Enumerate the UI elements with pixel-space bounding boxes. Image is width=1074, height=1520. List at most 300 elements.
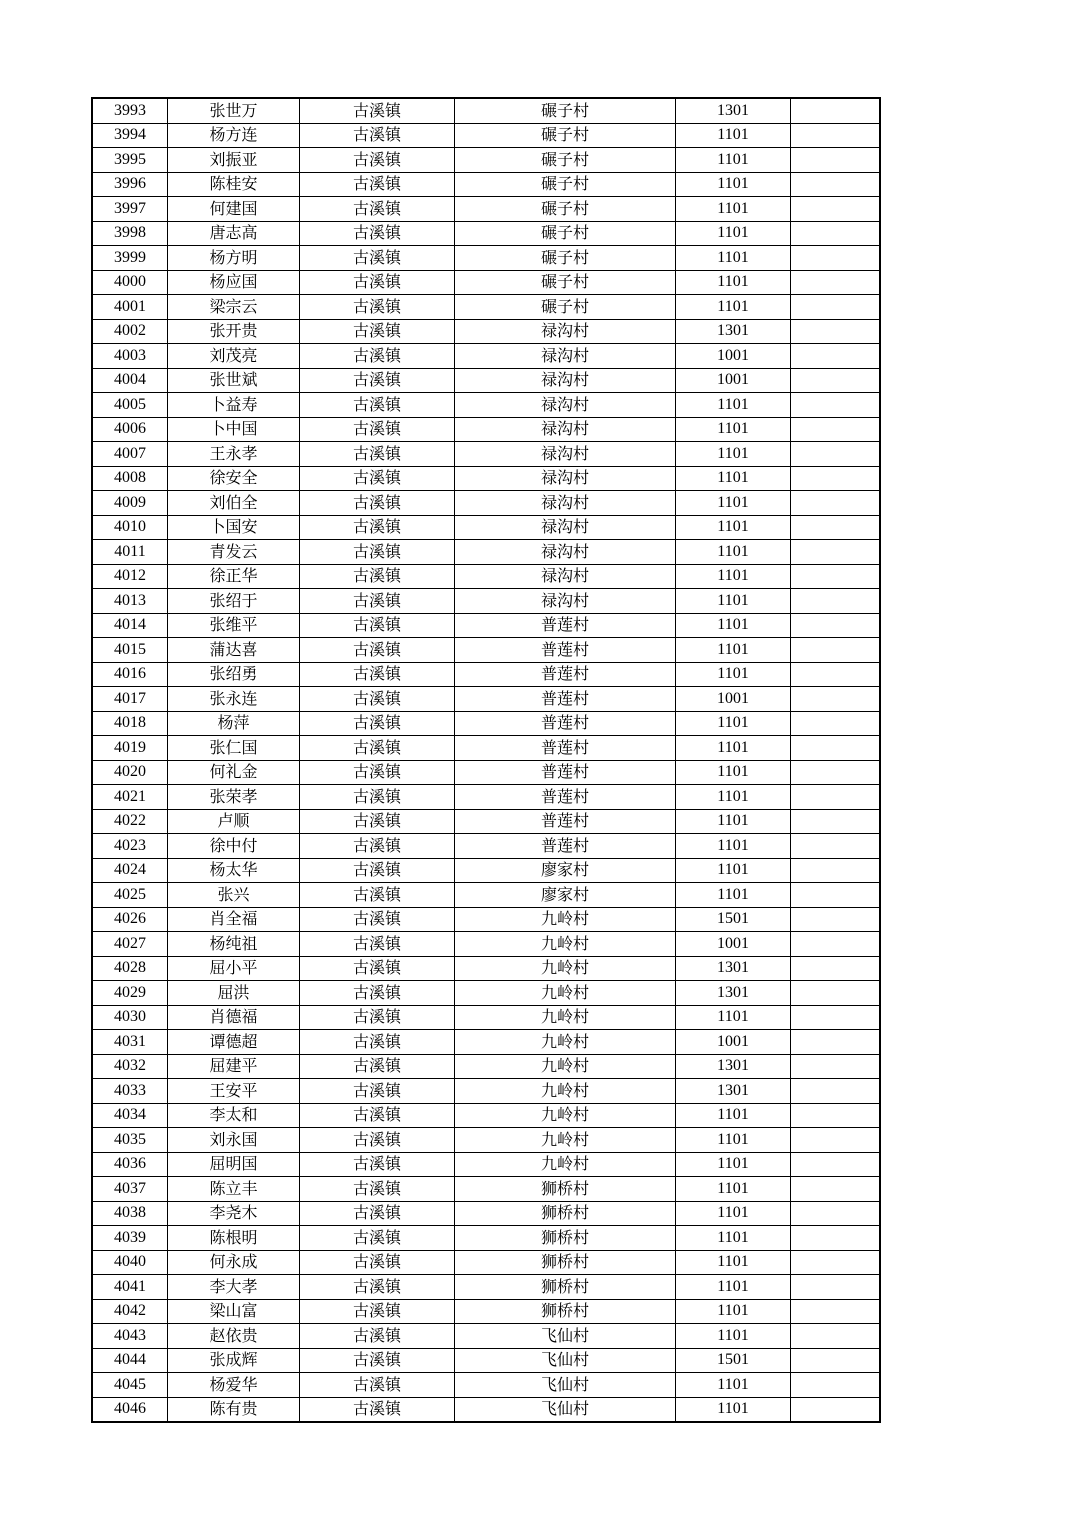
town-cell: 古溪镇 [300, 564, 455, 589]
code-cell: 1101 [676, 221, 791, 246]
code-cell: 1101 [676, 1103, 791, 1128]
note-cell [791, 1201, 881, 1226]
village-cell: 飞仙村 [455, 1373, 676, 1398]
table-row [92, 515, 880, 540]
note-cell [791, 491, 881, 516]
town-cell: 古溪镇 [300, 883, 455, 908]
note-cell [791, 981, 881, 1006]
town-cell: 古溪镇 [300, 270, 455, 295]
table-row [92, 270, 880, 295]
name-cell: 李大孝 [168, 1275, 300, 1300]
name-cell: 陈根明 [168, 1226, 300, 1251]
table-row [92, 442, 880, 467]
village-cell: 碾子村 [455, 123, 676, 148]
town-cell: 古溪镇 [300, 1054, 455, 1079]
table-row [92, 393, 880, 418]
town-cell: 古溪镇 [300, 246, 455, 271]
name-cell: 屈小平 [168, 956, 300, 981]
table-row [92, 319, 880, 344]
village-cell: 禄沟村 [455, 319, 676, 344]
code-cell: 1101 [676, 1250, 791, 1275]
town-cell: 古溪镇 [300, 1324, 455, 1349]
name-cell: 赵依贵 [168, 1324, 300, 1349]
note-cell [791, 1275, 881, 1300]
village-cell: 禄沟村 [455, 466, 676, 491]
row-index-cell: 4005 [92, 393, 168, 418]
town-cell: 古溪镇 [300, 858, 455, 883]
row-index-cell: 4014 [92, 613, 168, 638]
village-cell: 九岭村 [455, 1152, 676, 1177]
table-row [92, 246, 880, 271]
note-cell [791, 319, 881, 344]
village-cell: 碾子村 [455, 148, 676, 173]
name-cell: 徐正华 [168, 564, 300, 589]
row-index-cell: 3998 [92, 221, 168, 246]
code-cell: 1101 [676, 1201, 791, 1226]
table-row [92, 123, 880, 148]
name-cell: 刘茂亮 [168, 344, 300, 369]
name-cell: 徐安全 [168, 466, 300, 491]
table-row [92, 1324, 880, 1349]
note-cell [791, 1373, 881, 1398]
town-cell: 古溪镇 [300, 393, 455, 418]
table-row [92, 907, 880, 932]
table-row [92, 1250, 880, 1275]
row-index-cell: 4034 [92, 1103, 168, 1128]
row-index-cell: 3993 [92, 98, 168, 123]
row-index-cell: 4004 [92, 368, 168, 393]
village-cell: 九岭村 [455, 907, 676, 932]
name-cell: 张兴 [168, 883, 300, 908]
town-cell: 古溪镇 [300, 638, 455, 663]
table-row [92, 368, 880, 393]
village-cell: 狮桥村 [455, 1177, 676, 1202]
town-cell: 古溪镇 [300, 172, 455, 197]
name-cell: 张永连 [168, 687, 300, 712]
name-cell: 刘振亚 [168, 148, 300, 173]
village-cell: 碾子村 [455, 197, 676, 222]
row-index-cell: 4022 [92, 809, 168, 834]
note-cell [791, 246, 881, 271]
town-cell: 古溪镇 [300, 1128, 455, 1153]
code-cell: 1101 [676, 1152, 791, 1177]
row-index-cell: 4030 [92, 1005, 168, 1030]
village-cell: 普莲村 [455, 785, 676, 810]
code-cell: 1301 [676, 319, 791, 344]
code-cell: 1101 [676, 172, 791, 197]
row-index-cell: 4003 [92, 344, 168, 369]
note-cell [791, 785, 881, 810]
note-cell [791, 197, 881, 222]
table-row [92, 687, 880, 712]
table-row [92, 540, 880, 565]
code-cell: 1101 [676, 809, 791, 834]
name-cell: 杨方明 [168, 246, 300, 271]
table-row [92, 1079, 880, 1104]
table-row [92, 1397, 880, 1422]
note-cell [791, 834, 881, 859]
code-cell: 1101 [676, 785, 791, 810]
row-index-cell: 4017 [92, 687, 168, 712]
code-cell: 1101 [676, 246, 791, 271]
note-cell [791, 148, 881, 173]
code-cell: 1101 [676, 123, 791, 148]
note-cell [791, 123, 881, 148]
row-index-cell: 4001 [92, 295, 168, 320]
town-cell: 古溪镇 [300, 907, 455, 932]
code-cell: 1101 [676, 197, 791, 222]
note-cell [791, 858, 881, 883]
name-cell: 张开贵 [168, 319, 300, 344]
village-cell: 九岭村 [455, 1103, 676, 1128]
town-cell: 古溪镇 [300, 148, 455, 173]
village-cell: 碾子村 [455, 172, 676, 197]
row-index-cell: 4000 [92, 270, 168, 295]
row-index-cell: 4018 [92, 711, 168, 736]
name-cell: 杨方连 [168, 123, 300, 148]
town-cell: 古溪镇 [300, 98, 455, 123]
note-cell [791, 809, 881, 834]
town-cell: 古溪镇 [300, 981, 455, 1006]
note-cell [791, 662, 881, 687]
code-cell: 1101 [676, 760, 791, 785]
note-cell [791, 540, 881, 565]
name-cell: 青发云 [168, 540, 300, 565]
code-cell: 1001 [676, 932, 791, 957]
row-index-cell: 4009 [92, 491, 168, 516]
note-cell [791, 295, 881, 320]
table-row [92, 1275, 880, 1300]
note-cell [791, 1005, 881, 1030]
row-index-cell: 4041 [92, 1275, 168, 1300]
note-cell [791, 515, 881, 540]
table-row [92, 1373, 880, 1398]
code-cell: 1101 [676, 711, 791, 736]
code-cell: 1101 [676, 1005, 791, 1030]
town-cell: 古溪镇 [300, 540, 455, 565]
town-cell: 古溪镇 [300, 613, 455, 638]
row-index-cell: 4029 [92, 981, 168, 1006]
code-cell: 1101 [676, 1128, 791, 1153]
row-index-cell: 4040 [92, 1250, 168, 1275]
name-cell: 屈明国 [168, 1152, 300, 1177]
table-row [92, 785, 880, 810]
name-cell: 刘伯全 [168, 491, 300, 516]
row-index-cell: 4046 [92, 1397, 168, 1422]
note-cell [791, 1324, 881, 1349]
village-cell: 普莲村 [455, 613, 676, 638]
code-cell: 1101 [676, 393, 791, 418]
table-body [92, 98, 880, 1422]
note-cell [791, 466, 881, 491]
row-index-cell: 4021 [92, 785, 168, 810]
village-cell: 狮桥村 [455, 1250, 676, 1275]
town-cell: 古溪镇 [300, 1348, 455, 1373]
name-cell: 杨萍 [168, 711, 300, 736]
row-index-cell: 4045 [92, 1373, 168, 1398]
name-cell: 李尧木 [168, 1201, 300, 1226]
name-cell: 肖全福 [168, 907, 300, 932]
note-cell [791, 442, 881, 467]
table-row [92, 1348, 880, 1373]
code-cell: 1001 [676, 344, 791, 369]
village-cell: 狮桥村 [455, 1226, 676, 1251]
table-row [92, 344, 880, 369]
name-cell: 杨爱华 [168, 1373, 300, 1398]
table-row [92, 858, 880, 883]
village-cell: 九岭村 [455, 956, 676, 981]
row-index-cell: 4039 [92, 1226, 168, 1251]
town-cell: 古溪镇 [300, 589, 455, 614]
town-cell: 古溪镇 [300, 1201, 455, 1226]
town-cell: 古溪镇 [300, 368, 455, 393]
table-row [92, 417, 880, 442]
note-cell [791, 932, 881, 957]
table-row [92, 662, 880, 687]
row-index-cell: 4042 [92, 1299, 168, 1324]
row-index-cell: 4032 [92, 1054, 168, 1079]
code-cell: 1301 [676, 956, 791, 981]
table-row [92, 221, 880, 246]
name-cell: 杨太华 [168, 858, 300, 883]
table-row [92, 736, 880, 761]
table-row [92, 172, 880, 197]
row-index-cell: 4011 [92, 540, 168, 565]
row-index-cell: 4033 [92, 1079, 168, 1104]
row-index-cell: 4036 [92, 1152, 168, 1177]
row-index-cell: 3999 [92, 246, 168, 271]
village-cell: 碾子村 [455, 270, 676, 295]
town-cell: 古溪镇 [300, 785, 455, 810]
name-cell: 张荣孝 [168, 785, 300, 810]
table-row [92, 760, 880, 785]
row-index-cell: 4016 [92, 662, 168, 687]
row-index-cell: 3997 [92, 197, 168, 222]
row-index-cell: 3996 [92, 172, 168, 197]
note-cell [791, 1054, 881, 1079]
town-cell: 古溪镇 [300, 932, 455, 957]
table-row [92, 589, 880, 614]
town-cell: 古溪镇 [300, 1275, 455, 1300]
code-cell: 1001 [676, 1030, 791, 1055]
code-cell: 1101 [676, 466, 791, 491]
table-row [92, 932, 880, 957]
town-cell: 古溪镇 [300, 515, 455, 540]
name-cell: 杨纯祖 [168, 932, 300, 957]
town-cell: 古溪镇 [300, 1103, 455, 1128]
village-cell: 飞仙村 [455, 1348, 676, 1373]
village-cell: 碾子村 [455, 295, 676, 320]
note-cell [791, 172, 881, 197]
town-cell: 古溪镇 [300, 1373, 455, 1398]
name-cell: 卢顺 [168, 809, 300, 834]
village-cell: 碾子村 [455, 221, 676, 246]
name-cell: 梁山富 [168, 1299, 300, 1324]
table-row [92, 809, 880, 834]
town-cell: 古溪镇 [300, 956, 455, 981]
table-row [92, 148, 880, 173]
town-cell: 古溪镇 [300, 736, 455, 761]
row-index-cell: 4037 [92, 1177, 168, 1202]
table-row [92, 883, 880, 908]
town-cell: 古溪镇 [300, 417, 455, 442]
name-cell: 李太和 [168, 1103, 300, 1128]
name-cell: 蒲达喜 [168, 638, 300, 663]
note-cell [791, 1250, 881, 1275]
town-cell: 古溪镇 [300, 1005, 455, 1030]
code-cell: 1101 [676, 442, 791, 467]
note-cell [791, 1299, 881, 1324]
town-cell: 古溪镇 [300, 687, 455, 712]
code-cell: 1101 [676, 1397, 791, 1422]
town-cell: 古溪镇 [300, 466, 455, 491]
row-index-cell: 4027 [92, 932, 168, 957]
note-cell [791, 1348, 881, 1373]
town-cell: 古溪镇 [300, 491, 455, 516]
village-cell: 碾子村 [455, 98, 676, 123]
village-cell: 碾子村 [455, 246, 676, 271]
code-cell: 1101 [676, 1299, 791, 1324]
village-cell: 普莲村 [455, 809, 676, 834]
code-cell: 1101 [676, 858, 791, 883]
town-cell: 古溪镇 [300, 123, 455, 148]
village-cell: 普莲村 [455, 760, 676, 785]
row-index-cell: 4010 [92, 515, 168, 540]
town-cell: 古溪镇 [300, 834, 455, 859]
village-cell: 普莲村 [455, 662, 676, 687]
village-cell: 禄沟村 [455, 368, 676, 393]
name-cell: 陈立丰 [168, 1177, 300, 1202]
name-cell: 梁宗云 [168, 295, 300, 320]
row-index-cell: 4043 [92, 1324, 168, 1349]
name-cell: 王永孝 [168, 442, 300, 467]
code-cell: 1101 [676, 1275, 791, 1300]
name-cell: 何建国 [168, 197, 300, 222]
town-cell: 古溪镇 [300, 221, 455, 246]
name-cell: 卜中国 [168, 417, 300, 442]
table-row [92, 1299, 880, 1324]
town-cell: 古溪镇 [300, 1226, 455, 1251]
code-cell: 1101 [676, 270, 791, 295]
town-cell: 古溪镇 [300, 1152, 455, 1177]
table-row [92, 834, 880, 859]
village-cell: 狮桥村 [455, 1299, 676, 1324]
note-cell [791, 638, 881, 663]
code-cell: 1101 [676, 564, 791, 589]
town-cell: 古溪镇 [300, 1250, 455, 1275]
table-row [92, 1226, 880, 1251]
code-cell: 1101 [676, 540, 791, 565]
name-cell: 杨应国 [168, 270, 300, 295]
town-cell: 古溪镇 [300, 344, 455, 369]
row-index-cell: 4024 [92, 858, 168, 883]
row-index-cell: 3995 [92, 148, 168, 173]
village-cell: 狮桥村 [455, 1275, 676, 1300]
town-cell: 古溪镇 [300, 319, 455, 344]
village-cell: 飞仙村 [455, 1397, 676, 1422]
table-row [92, 956, 880, 981]
name-cell: 陈桂安 [168, 172, 300, 197]
note-cell [791, 417, 881, 442]
code-cell: 1101 [676, 515, 791, 540]
table-row [92, 1177, 880, 1202]
code-cell: 1101 [676, 613, 791, 638]
row-index-cell: 4006 [92, 417, 168, 442]
name-cell: 陈有贵 [168, 1397, 300, 1422]
village-cell: 普莲村 [455, 834, 676, 859]
village-cell: 禄沟村 [455, 393, 676, 418]
village-cell: 九岭村 [455, 932, 676, 957]
name-cell: 屈洪 [168, 981, 300, 1006]
code-cell: 1001 [676, 687, 791, 712]
village-cell: 普莲村 [455, 711, 676, 736]
town-cell: 古溪镇 [300, 442, 455, 467]
row-index-cell: 4038 [92, 1201, 168, 1226]
name-cell: 唐志高 [168, 221, 300, 246]
village-cell: 九岭村 [455, 1054, 676, 1079]
village-cell: 九岭村 [455, 1030, 676, 1055]
code-cell: 1101 [676, 295, 791, 320]
name-cell: 张维平 [168, 613, 300, 638]
table-row [92, 1128, 880, 1153]
table-row [92, 613, 880, 638]
name-cell: 张世万 [168, 98, 300, 123]
table-row [92, 638, 880, 663]
note-cell [791, 907, 881, 932]
code-cell: 1301 [676, 98, 791, 123]
table-row [92, 1152, 880, 1177]
note-cell [791, 883, 881, 908]
town-cell: 古溪镇 [300, 1299, 455, 1324]
table-row [92, 1005, 880, 1030]
code-cell: 1101 [676, 417, 791, 442]
code-cell: 1101 [676, 638, 791, 663]
code-cell: 1101 [676, 491, 791, 516]
data-table [91, 97, 881, 1423]
table-row [92, 295, 880, 320]
village-cell: 九岭村 [455, 1005, 676, 1030]
town-cell: 古溪镇 [300, 1079, 455, 1104]
row-index-cell: 4035 [92, 1128, 168, 1153]
table-row [92, 197, 880, 222]
note-cell [791, 1103, 881, 1128]
table-row [92, 491, 880, 516]
village-cell: 狮桥村 [455, 1201, 676, 1226]
table-row [92, 1103, 880, 1128]
row-index-cell: 4044 [92, 1348, 168, 1373]
note-cell [791, 760, 881, 785]
row-index-cell: 4020 [92, 760, 168, 785]
table-row [92, 466, 880, 491]
row-index-cell: 4008 [92, 466, 168, 491]
town-cell: 古溪镇 [300, 760, 455, 785]
village-cell: 禄沟村 [455, 442, 676, 467]
note-cell [791, 344, 881, 369]
code-cell: 1101 [676, 736, 791, 761]
village-cell: 廖家村 [455, 858, 676, 883]
note-cell [791, 368, 881, 393]
code-cell: 1101 [676, 1324, 791, 1349]
code-cell: 1001 [676, 368, 791, 393]
row-index-cell: 4015 [92, 638, 168, 663]
table-row [92, 711, 880, 736]
village-cell: 禄沟村 [455, 540, 676, 565]
name-cell: 肖德福 [168, 1005, 300, 1030]
code-cell: 1101 [676, 1226, 791, 1251]
row-index-cell: 4007 [92, 442, 168, 467]
table-row [92, 1030, 880, 1055]
note-cell [791, 221, 881, 246]
